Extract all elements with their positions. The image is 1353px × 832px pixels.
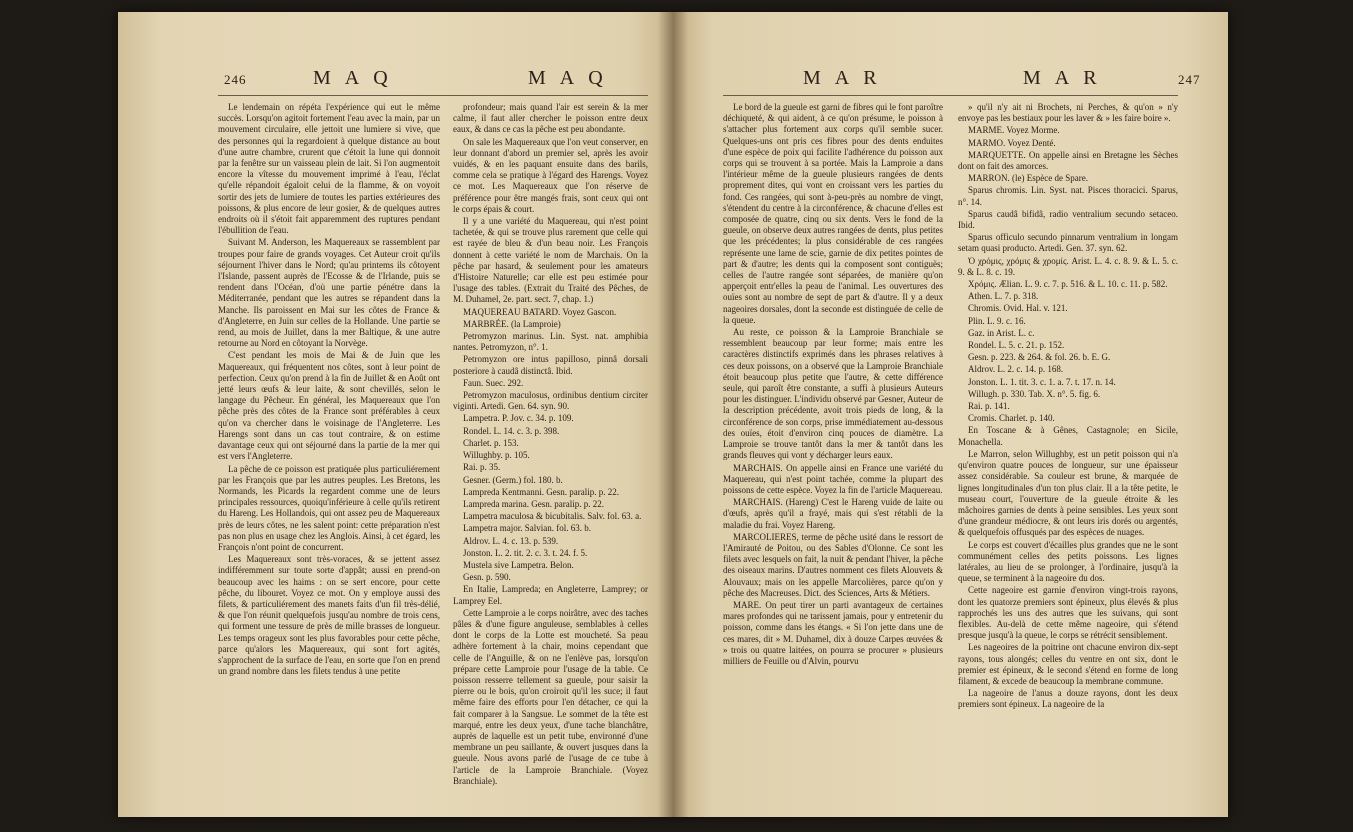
- paragraph: MARCOLIERES, terme de pêche usité dans le ressort de l'Amirauté de Poitou, ou des Sables d'Olonne. Ce sont les filets avec lesquels on fait, la nuit & pendant l'hiver, la pêche des oiseaux marins. D'autres nomment ces filets Alouvets & Alouvaux; mais on les appelle Marcolières, parce qu'on y pêche des Macreuses. Dict. des Sciences, Arts & Métiers.: [723, 531, 943, 598]
- paragraph: Gaz. in Arist. L. c.: [968, 327, 1035, 338]
- header-rule-left: [218, 95, 648, 96]
- paragraph: » qu'il n'y ait ni Brochets, ni Perches, & qu'on » n'y envoye pas les bestiaux pour les laver & » les faire boire ».: [958, 102, 1178, 124]
- paragraph: Aldrov. L. 2. c. 14. p. 168.: [968, 364, 1064, 375]
- paragraph: Willughby. p. 105.: [463, 450, 530, 461]
- paragraph: Sparus chromis. Lin. Syst. nat. Pisces thoracici. Sparus, n°. 14.: [958, 185, 1178, 207]
- paragraph: Sparus officulo secundo pinnarum ventralium in longam setam quasi producto. Artedi. Gen. 37. syn. 62.: [958, 232, 1178, 254]
- paragraph: MARQUETTE. On appelle ainsi en Bretagne les Sèches dont on fait des amorces.: [958, 149, 1178, 172]
- paragraph: La pêche de ce poisson est pratiquée plus particuliérement par les François que par les autres peuples. Les Bretons, les Normands, les Picards la regardent comme une de leurs principales ressources, quoiqu'inférieure à celle qu'ils retirent du Hareng. Les Hollandois, qui ont assez peu de Maquereaux près de leurs côtes, ne les salent point: cette préparation n'est pas non plus en usage chez les Anglois. Ainsi, à cet égard, les François n'ont point de concurrent.: [218, 463, 440, 552]
- book-spread: [118, 12, 1228, 817]
- paragraph: Jonston. L. 1. tit. 3. c. 1. a. 7. t. 17. n. 14.: [968, 376, 1116, 387]
- paragraph: Χρόμις. Ælian. L. 9. c. 7. p. 516. & L. 10. c. 11. p. 582.: [968, 279, 1168, 290]
- paragraph: Plin. L. 9. c. 16.: [968, 315, 1026, 326]
- paragraph: MAQUEREAU BATARD. Voyez Gascon.: [463, 306, 617, 317]
- paragraph: Les nageoires de la poitrine ont chacune environ dix-sept rayons, tous alongés; celles du ventre en ont six, dont le premier est épineux, & le second s'étend en forme de long filament, & excede de beaucoup la membrane commune.: [958, 642, 1178, 686]
- left-page-column-1: [218, 102, 440, 678]
- book-gutter: [658, 12, 688, 817]
- page-number-left: 246: [224, 72, 247, 87]
- paragraph: Lampreda Kentmanni. Gesn. paralip. p. 22.: [463, 486, 619, 497]
- paragraph: Rondel. L. 5. c. 21. p. 152.: [968, 340, 1065, 351]
- right-page: [673, 12, 1228, 817]
- paragraph: Suivant M. Anderson, les Maquereaux se rassemblent par troupes pour faire de grands voyages. Cet Auteur croit qu'ils séjournent l'hiver dans le Nord; qu'au printems ils côtoyent l'Islande, passent auprès de l'Ecosse & de l'Irlande, puis se rendent dans l'Océan, d'où une partie pénétre dans la Méditerranée, pendant que les autres se répandent dans la Manche. Ils paroissent en Mai sur les côtes de France & d'Angleterre, en Juin sur celles de la Hollande. Une partie se rend, au mois de Juillet, dans la mer Baltique, & une autre retourne au Nord en côtoyant la Norvège.: [218, 237, 440, 349]
- paragraph: Jonston. L. 2. tit. 2. c. 3. t. 24. f. 5.: [463, 547, 588, 558]
- paragraph: Aldrov. L. 4. c. 13. p. 539.: [463, 535, 559, 546]
- left-page-column-2: [453, 102, 648, 788]
- paragraph: En Toscane & à Gênes, Castagnole; en Sicile, Monachella.: [958, 425, 1178, 447]
- paragraph: Les Maquereaux sont très-voraces, & se jettent assez indifféremment sur toute sorte d'appât; aussi en prend-on beaucoup avec les haims : on se sert encore, pour cette pêche, du libouret. Voyez ce mot. On y employe aussi des filets, & particuliérement des manets faits d'un fil très-délié, & que l'on réunit quelquefois jusqu'au nombre de trois cens, qui forment une tessure de près de mille brasses de longueur. Les temps orageux sont les plus favorables pour cette pêche, parce qu'alors les Maquereaux, qui sont fort agités, s'approchent de la surface de l'eau, en sorte que l'on en prend un grand nombre dans les filets tendus à une petite: [218, 554, 440, 677]
- paragraph: MARCHAIS. (Hareng) C'est le Hareng vuide de laite ou d'œufs, après qu'il a frayé, mais qui s'est rétabli de la maladie du frai. Voyez Hareng.: [723, 497, 943, 530]
- paragraph: Lampetra. P. Jov. c. 34. p. 109.: [463, 413, 574, 424]
- paragraph: MARE. On peut tirer un parti avantageux de certaines mares profondes qui ne tarissent jamais, pour y entretenir du poisson, comme dans les étangs. « Si l'on jette dans une de ces mares, dit » M. Duhamel, dix à douze Carpes œuvées & » trois ou quatre laitées, on pourra se procurer » plusieurs milliers de Feuille ou d'Alvin, pourvu: [723, 599, 943, 666]
- paragraph: MARCHAIS. On appelle ainsi en France une variété du Maquereau, qui n'est point tachée, comme la plupart des poissons de cette espèce. Voyez la fin de l'article Maquereau.: [723, 462, 943, 495]
- paragraph: Faun. Suec. 292.: [463, 377, 524, 388]
- paragraph: Lampetra maculosa & bicubitalis. Salv. fol. 63. a.: [463, 511, 642, 522]
- paragraph: Gesn. p. 590.: [463, 572, 511, 583]
- paragraph: Le lendemain on répéta l'expérience qui eut le même succès. Lorsqu'on agitoit fortement l'eau avec la main, par un mouvement circulaire, elle jettoit une lumiere si vive, que des personnes qui la regardoient à quelque distance au bout d'une autre chambre, crurent que c'étoit la lune qui donnoit par la fenêtre sur un vaisseau plein de lait. Si l'on augmentoit encore la vîtesse du mouvement imprimé à l'eau, l'éclat qu'elle répandoit égaloit celui de la flamme, & on voyoit sortir des jets de lumiere de toutes les parties extérieures des poissons, & plus encore de leur gosier, & de quelques autres endroits où il s'étoit fait apparemment des ruptures pendant l'ébullition de l'eau.: [218, 102, 440, 236]
- paragraph: Rondel. L. 14. c. 3. p. 398.: [463, 425, 560, 436]
- paragraph: Chromis. Ovid. Hal. v. 121.: [968, 303, 1068, 314]
- paragraph: Gesner. (Germ.) fol. 180. b.: [463, 474, 563, 485]
- paragraph: Ὁ χρόμις, χρόμις & χρομίς. Arist. L. 4. c. 8. 9. & L. 5. c. 9. & L. 8. c. 19.: [958, 255, 1178, 277]
- paragraph: On sale les Maquereaux que l'on veut conserver, en leur donnant d'abord un premier sel, après les avoir vuidés, & en les paquant ensuite dans des barils, comme cela se pratique à l'égard des Harengs. Voyez ce mot. Les Maquereaux que l'on réserve de préférence pour être mangés frais, sont ceux qui ont le corps épais & court.: [453, 136, 648, 214]
- running-head-right-col1: MAR: [803, 67, 891, 89]
- paragraph: La nageoire de l'anus a douze rayons, dont les deux premiers sont épineux. La nageoire de la: [958, 688, 1178, 710]
- paragraph: Charlet. p. 153.: [463, 437, 519, 448]
- left-page: [118, 12, 673, 817]
- paragraph: Lampetra major. Salvian. fol. 63. b.: [463, 523, 591, 534]
- header-rule-right: [723, 95, 1178, 96]
- paragraph: Petromyzon ore intus papilloso, pinnâ dorsali posteriore à caudâ distinctâ. Ibid.: [453, 354, 648, 376]
- paragraph: Le Marron, selon Willughby, est un petit poisson qui n'a qu'environ quatre pouces de longueur, sur une épaisseur assez considérable. Sa couleur est brune, & marquée de lignes longitudinales d'un ton plus clair. Il a la tête petite, le museau court, l'ouverture de la gueule étroite & les mâchoires garnies de dents à peine sensibles. Les yeux sont d'une grandeur médiocre, & ont leurs iris dorés ou argentés, & quelquefois offusqués par des espèces de nuages.: [958, 448, 1178, 538]
- paragraph: Rai. p. 35.: [463, 462, 501, 473]
- paragraph: Cette nageoire est garnie d'environ vingt-trois rayons, dont les quatorze premiers sont épineux, plus élevés & plus rapprochés les uns des autres que les suivans, qui sont flexibles. Au-delà de cette même nageoire, qui s'étend presque jusqu'à la queue, le corps se rétrécit sensiblement.: [958, 585, 1178, 641]
- paragraph: Mustela sive Lampetra. Belon.: [463, 559, 574, 570]
- paragraph: profondeur; mais quand l'air est serein & la mer calme, il faut aller chercher le poisson entre deux eaux, & dans ce cas la pêche est peu abondante.: [453, 102, 648, 135]
- right-page-column-1: [723, 102, 943, 668]
- paragraph: Au reste, ce poisson & la Lamproie Branchiale se ressemblent beaucoup par leur forme; mais entre les caractères distinctifs exprimés dans les phrases relatives à ces deux poissons, on a observé que la Lamproie Branchiale étoit beaucoup plus petite que l'autre, & cette différence seule, qui paroît être constante, a suffi à plusieurs Auteurs pour les distinguer. L'individu observé par Gesner, Auteur de la description précédente, avoit trois pieds de long, & la circonférence de son corps, prise immédiatement au-dessous des ouïes, étoit d'environ cinq pouces de diamètre. La Lamproie se trouve tantôt dans la mer & tantôt dans les grands fleuves qui vont y décharger leurs eaux.: [723, 327, 943, 461]
- paragraph: Gesn. p. 223. & 264. & fol. 26. b. E. G.: [968, 352, 1111, 363]
- paragraph: Willugh. p. 330. Tab. X. n°. 5. fig. 6.: [968, 388, 1101, 399]
- paragraph: MARMO. Voyez Denté.: [968, 137, 1056, 148]
- paragraph: Lampreda marina. Gesn. paralip. p. 22.: [463, 498, 604, 509]
- paragraph: MARBRÉE. (la Lamproie): [463, 318, 561, 329]
- paragraph: Il y a une variété du Maquereau, qui n'est point tachetée, & qui se trouve plus rarement que celle qui est rayée de bleu & d'un beau noir. Les François donnent à cette variété le nom de Marchais. On la pêche par hasard, & seulement pour les amateurs d'Histoire Naturelle; car elle est peu estimée pour l'usage des tables. (Extrait du Traité des Pêches, de M. Duhamel, 2e. part. sect. 7, chap. 1.): [453, 216, 648, 305]
- paragraph: Petromyzon maculosus, ordinibus dentium circiter viginti. Artedi. Gen. 64. syn. 90.: [453, 390, 648, 412]
- page-number-right: 247: [1178, 72, 1201, 87]
- paragraph: C'est pendant les mois de Mai & de Juin que les Maquereaux, qui fréquentent nos côtes, sont à leur point de perfection. Ceux qu'on prend à la fin de Juillet & en Août ont jetté leurs œufs & leur laite, & sont chevillés, selon le langage du Pêcheur. En général, les Maquereaux que l'on pêche près des côtes de la France sont préférables à ceux qu'on va chercher dans le voisinage de l'Angleterre. Les Harengs sont dans un cas tout contraire, & on estime davantage ceux qui ont séjourné dans la partie de la mer qui est vers l'Angleterre.: [218, 350, 440, 462]
- paragraph: Athen. L. 7. p. 318.: [968, 291, 1039, 302]
- paragraph: Le bord de la gueule est garni de fibres qui le font paroître déchiqueté, & qui aident, à ce qu'on présume, le poisson à s'attacher plus fortement aux corps qu'il semble sucer. Quelques-uns ont pris ces fibres pour des dents enduites d'une espèce de poix qui facilite l'adhérence du poisson aux corps qui se trouvent à sa portée. Mais la Lamproie a dans l'intérieur même de la gueule plusieurs rangées de dents proprement dites, qui vont en croissant vers les parties du fond. Ces rangées, qui sont à-peu-près au nombre de vingt, s'étendent du centre à la circonférence, & chacune d'elles est composée de quatre, cinq ou six dents. Vers le fond de la gueule, on observe deux autres rangées de dents, plus petites que les précédentes; la plus considérable de ces rangées représente une lame de scie, garnie de dix petites pointes de part & d'autre; les dents qui la composent sont contiguës; celles de l'autre rangée sont séparées, de manière qu'on apperçoit entr'elles la peau de l'animal. Les ouvertures des ouïes sont au nombre de sept de part & d'autre. Il y a deux nageoires dorsales, dont la seconde est distinguée de celle de la queue.: [723, 102, 943, 325]
- running-head-right-col2: MAR: [1023, 67, 1111, 89]
- paragraph: En Italie, Lampreda; en Angleterre, Lamprey; or Lamprey Eel.: [453, 584, 648, 606]
- running-head-left-col2: MAQ: [528, 67, 617, 89]
- paragraph: Sparus caudâ bifidâ, radio ventralium secundo setaceo. Ibid.: [958, 208, 1178, 231]
- right-page-column-2: [958, 102, 1178, 712]
- paragraph: MARME. Voyez Morme.: [968, 125, 1060, 136]
- paragraph: MARRON. (le) Espèce de Spare.: [968, 173, 1088, 184]
- paragraph: Rai. p. 141.: [968, 401, 1010, 412]
- running-head-left-col1: MAQ: [313, 67, 402, 89]
- paragraph: Cette Lamproie a le corps noirâtre, avec des taches pâles & d'une figure anguleuse, semblables à celles dont le corps de la Lotte est moucheté. Sa peau adhère fortement à la chair, moins cependant que celle de l'Anguille, & on ne l'enlève pas, lorsqu'on prépare cette Lamproie pour l'usage de la table. Ce poisson resserre tellement sa gueule, pour saisir la pierre ou le bois, qu'on croiroit qu'il les suce; il faut même faire des efforts pour l'en détacher, ce qui la fait comparer à la Sangsue. Le sommet de la tête est marqué, entre les deux yeux, d'une tache blanchâtre, auprès de laquelle est un petit tube, environné d'une membrane un peu saillante, & ouvert jusques dans la gueule. Nous avons parlé de l'usage de ce tube à l'article de la Lamproie Branchiale. (Voyez Branchiale).: [453, 607, 648, 786]
- paragraph: Cromis. Charlet. p. 140.: [968, 413, 1055, 424]
- paragraph: Petromyzon marinus. Lin. Syst. nat. amphibia nantes. Petromyzon, n°. 1.: [453, 331, 648, 353]
- paragraph: Le corps est couvert d'écailles plus grandes que ne le sont communément celles des petits poissons. Les lignes latérales, au lieu de se prolonger, à l'ordinaire, jusqu'à la queue, se terminent à la nageoire du dos.: [958, 539, 1178, 584]
